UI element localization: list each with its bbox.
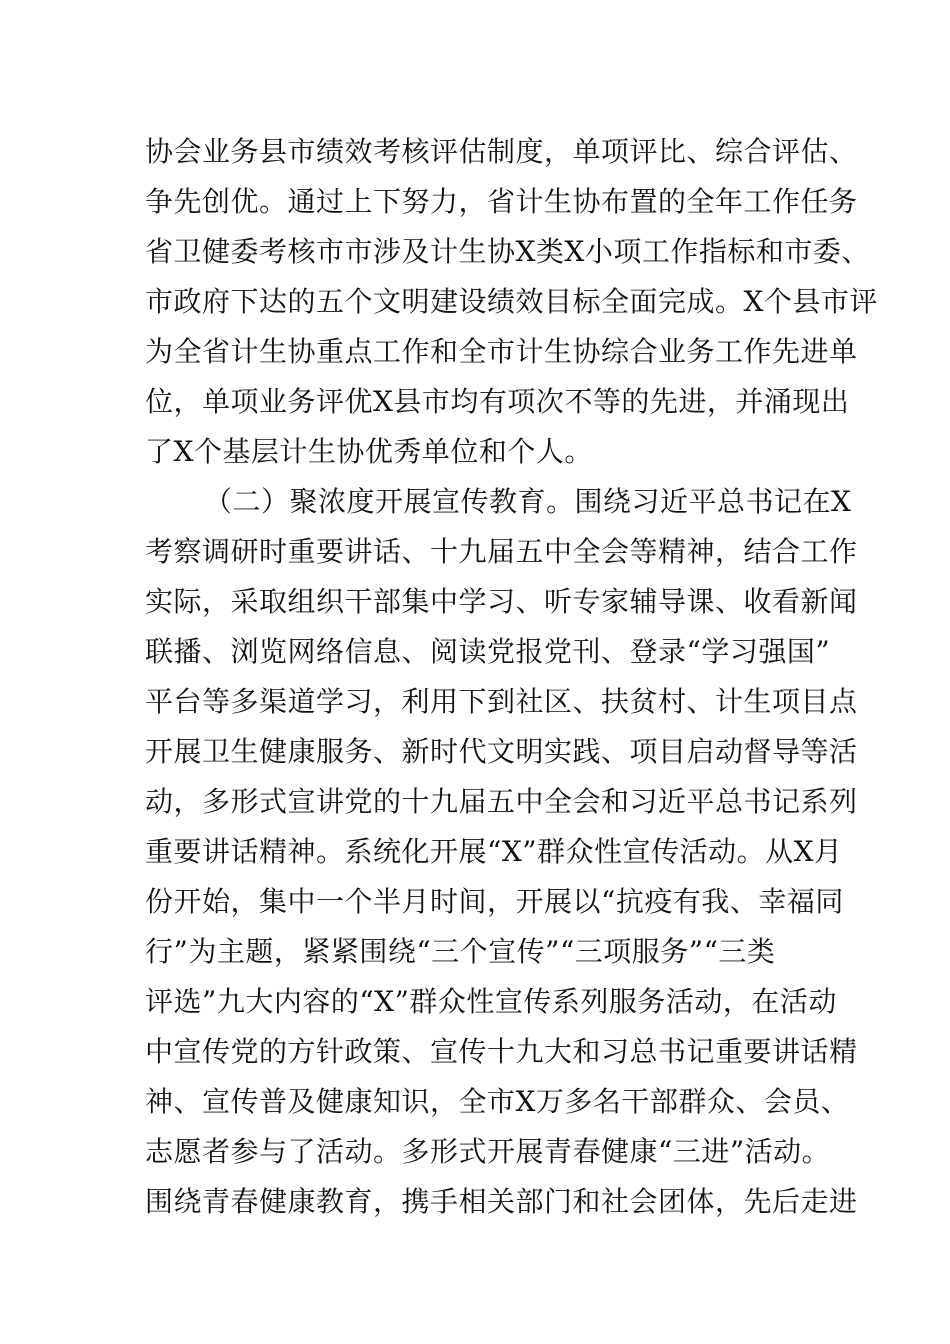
text-line: 实际，采取组织干部集中学习、听专家辅导课、收看新闻 [145, 585, 858, 618]
text-line: 围绕青春健康教育，携手相关部门和社会团体，先后走进 [145, 1185, 858, 1218]
text-line: 神、宣传普及健康知识，全市X万多名干部群众、会员、 [145, 1085, 850, 1118]
text-line: 了X个基层计生协优秀单位和个人。 [145, 435, 593, 468]
text-line: 行”为主题，紧紧围绕“三个宣传”“三项服务”“三类 [145, 935, 776, 968]
text-line: 重要讲话精神。系统化开展“X”群众性宣传活动。从X月 [145, 835, 843, 868]
text-line: 中宣传党的方针政策、宣传十九大和习总书记重要讲话精 [145, 1035, 858, 1068]
section-heading-line: （二）聚浓度开展宣传教育。围绕习近平总书记在X [204, 485, 852, 518]
text-line: 市政府下达的五个文明建设绩效目标全面完成。X个县市评 [145, 285, 878, 318]
text-line: 协会业务县市绩效考核评估制度，单项评比、综合评估、 [145, 135, 858, 168]
text-line: 志愿者参与了活动。多形式开展青春健康“三进”活动。 [145, 1135, 831, 1168]
text-line: 份开始，集中一个半月时间，开展以“抗疫有我、幸福同 [145, 885, 844, 918]
text-line: 开展卫生健康服务、新时代文明实践、项目启动督导等活 [145, 735, 858, 768]
text-line: 平台等多渠道学习，利用下到社区、扶贫村、计生项目点 [145, 685, 858, 718]
text-line: 位，单项业务评优X县市均有项次不等的先进，并涌现出 [145, 385, 850, 418]
text-line: 为全省计生协重点工作和全市计生协综合业务工作先进单 [145, 335, 858, 368]
text-line: 省卫健委考核市市涉及计生协X类X小项工作指标和市委、 [145, 235, 870, 268]
text-line: 联播、浏览网络信息、阅读党报党刊、登录“学习强国” [145, 635, 831, 668]
text-line: 评选”九大内容的“X”群众性宣传系列服务活动，在活动 [145, 985, 837, 1018]
text-line: 考察调研时重要讲话、十九届五中全会等精神，结合工作 [145, 535, 858, 568]
text-line: 动，多形式宣讲党的十九届五中全会和习近平总书记系列 [145, 785, 858, 818]
text-line: 争先创优。通过上下努力，省计生协布置的全年工作任务 [145, 185, 858, 218]
